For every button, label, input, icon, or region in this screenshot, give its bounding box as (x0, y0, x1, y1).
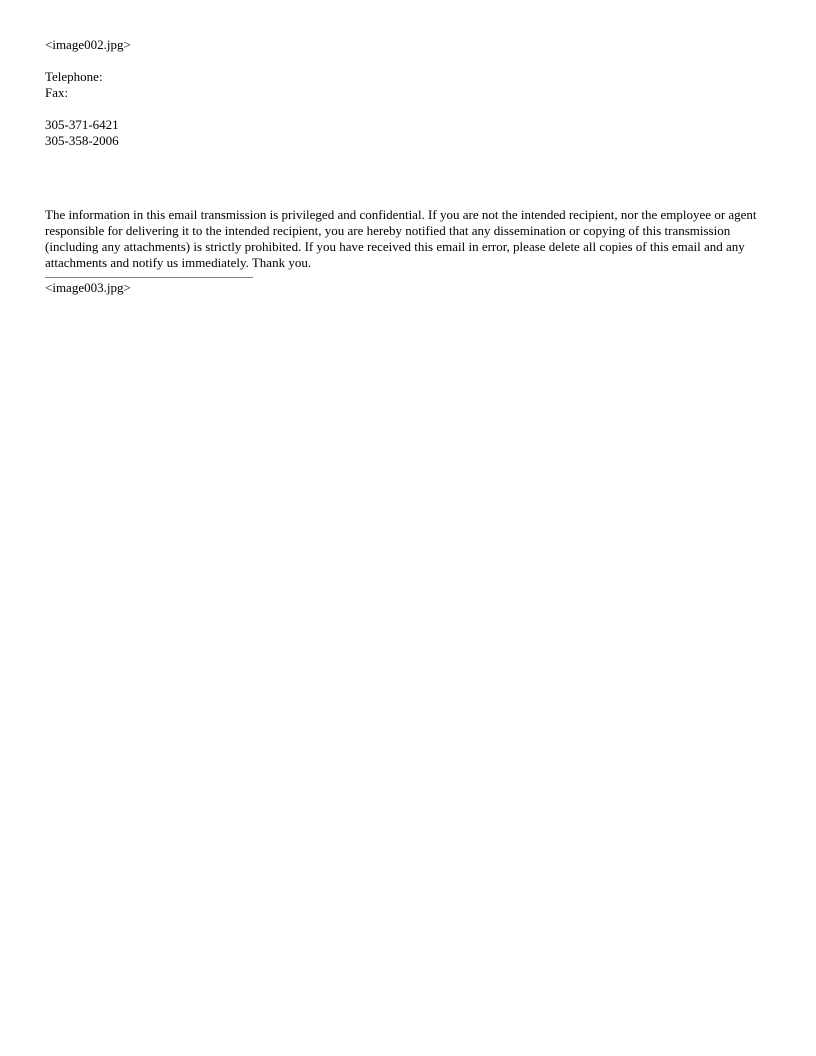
fax-number: 305-358-2006 (45, 133, 119, 148)
horizontal-divider (45, 277, 253, 278)
telephone-label: Telephone: (45, 69, 103, 84)
image-placeholder-bottom: <image003.jpg> (45, 280, 131, 295)
spacer (45, 53, 775, 69)
email-document (45, 37, 775, 296)
confidentiality-disclaimer: The information in this email transmission is privileged and confidential. If you are not the intended recipient, nor the employee or agent responsible for delivering it to the intended recipient, you are hereby notified that any dissemination or copying of this transmission (including any attachments) is strictly prohibited. If you have received this email in error, please delete all copies of this email and any attachments and notify us immediately. Thank you. (45, 207, 757, 270)
spacer (45, 101, 775, 117)
contact-numbers (45, 117, 775, 149)
spacer (45, 149, 775, 207)
fax-label: Fax: (45, 85, 69, 100)
image-placeholder-top: <image002.jpg> (45, 37, 131, 52)
contact-labels (45, 69, 775, 101)
telephone-number: 305-371-6421 (45, 117, 119, 132)
